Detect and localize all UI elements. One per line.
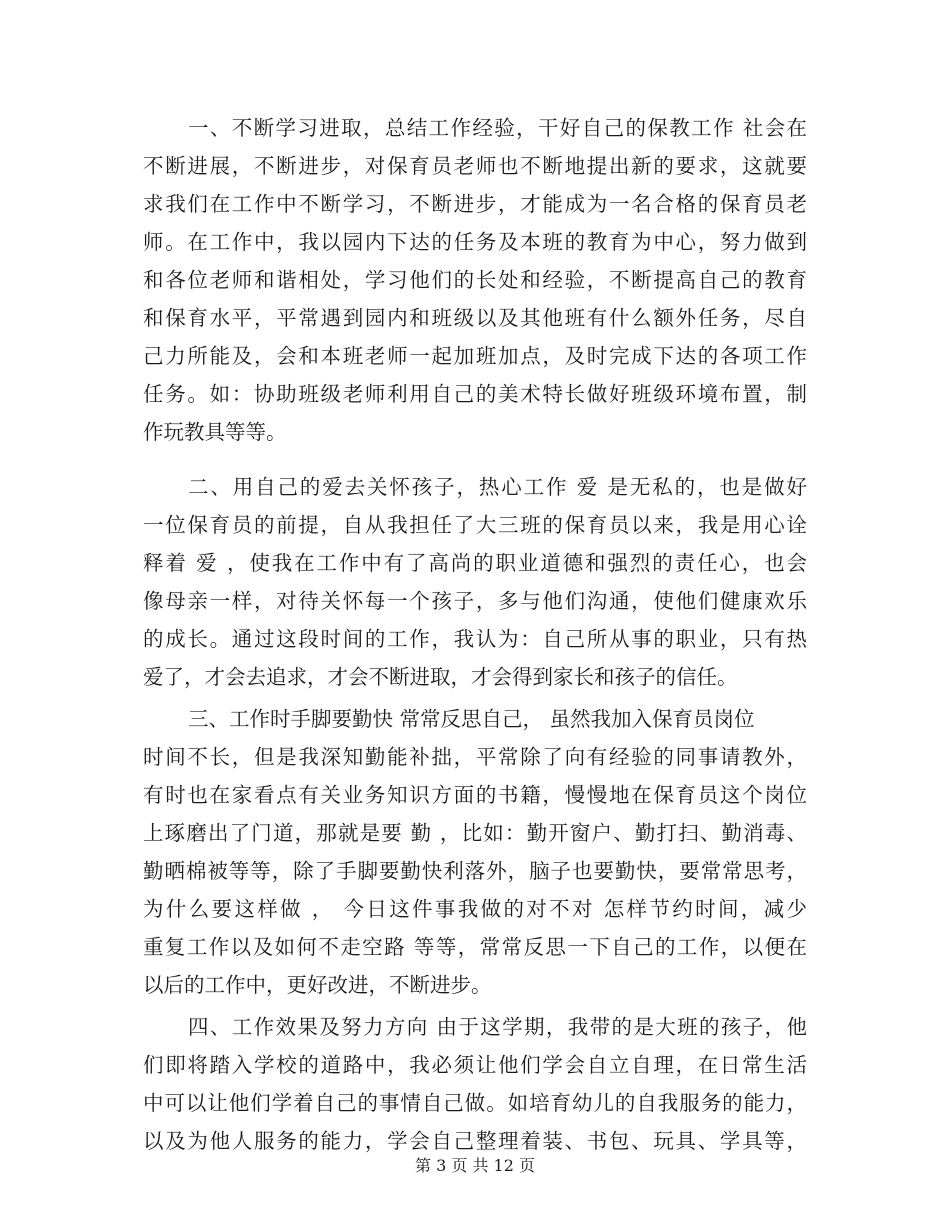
paragraph-3-line-4: 上琢磨出了门道，那就是要 勤 ，比如：勤开窗户、勤打扫、勤消毒、 xyxy=(143,821,807,845)
paragraph-2-line-6: 爱了，才会去追求，才会不断进取，才会得到家长和孩子的信任。 xyxy=(143,665,738,689)
paragraph-1-line-8: 任务。如：协助班级老师利用自己的美术特长做好班级环境布置，制 xyxy=(143,382,807,406)
paragraph-3-line-1: 三、工作时手脚要勤快 常常反思自己， 虽然我加入保育员岗位 xyxy=(188,707,755,731)
page-number-footer: 第 3 页 共 12 页 xyxy=(415,1156,535,1175)
paragraph-1-line-3: 求我们在工作中不断学习，不断进步，才能成为一名合格的保育员老 xyxy=(143,192,807,216)
paragraph-3-line-2: 时间不长，但是我深知勤能补拙，平常除了向有经验的同事请教外， xyxy=(143,745,807,769)
paragraph-4-line-2: 们即将踏入学校的道路中，我必须让他们学会自立自理，在日常生活 xyxy=(143,1053,807,1077)
paragraph-3-line-8: 以后的工作中，更好改进，不断进步。 xyxy=(143,973,492,997)
paragraph-4-line-4: 以及为他人服务的能力，学会自己整理着装、书包、玩具、学具等， xyxy=(143,1129,807,1153)
paragraph-2-line-3: 释着 爱 ，使我在工作中有了高尚的职业道德和强烈的责任心，也会 xyxy=(143,551,807,575)
paragraph-2-line-2: 一位保育员的前提，自从我担任了大三班的保育员以来，我是用心诠 xyxy=(143,513,807,537)
paragraph-1-line-4: 师。在工作中，我以园内下达的任务及本班的教育为中心，努力做到 xyxy=(143,230,807,254)
paragraph-1-line-7: 己力所能及，会和本班老师一起加班加点，及时完成下达的各项工作 xyxy=(143,344,807,368)
paragraph-2-line-4: 像母亲一样，对待关怀每一个孩子，多与他们沟通，使他们健康欢乐 xyxy=(143,589,807,613)
paragraph-2-line-5: 的成长。通过这段时间的工作，我认为：自己所从事的职业，只有热 xyxy=(143,627,807,651)
paragraph-2-line-1: 二、用自己的爱去关怀孩子，热心工作 爱 是无私的，也是做好 xyxy=(188,475,807,499)
paragraph-3-line-7: 重复工作以及如何不走空路 等等，常常反思一下自己的工作，以便在 xyxy=(143,935,807,959)
paragraph-1-line-9: 作玩教具等等。 xyxy=(143,420,287,444)
paragraph-4-line-1: 四、工作效果及努力方向 由于这学期，我带的是大班的孩子，他 xyxy=(188,1015,807,1039)
paragraph-3-line-6: 为什么要这样做 ， 今日这件事我做的对不对 怎样节约时间，减少 xyxy=(143,897,807,921)
paragraph-3-line-5: 勤晒棉被等等，除了手脚要勤快利落外，脑子也要勤快，要常常思考， xyxy=(143,859,807,883)
paragraph-4-line-3: 中可以让他们学着自己的事情自己做。如培育幼儿的自我服务的能力， xyxy=(143,1091,807,1115)
paragraph-1-line-6: 和保育水平，平常遇到园内和班级以及其他班有什么额外任务，尽自 xyxy=(143,306,807,330)
paragraph-1-line-1: 一、不断学习进取，总结工作经验，干好自己的保教工作 社会在 xyxy=(188,116,807,140)
paragraph-1-line-2: 不断进展，不断进步，对保育员老师也不断地提出新的要求，这就要 xyxy=(143,154,807,178)
paragraph-3-line-3: 有时也在家看点有关业务知识方面的书籍，慢慢地在保育员这个岗位 xyxy=(143,783,807,807)
paragraph-1-line-5: 和各位老师和谐相处，学习他们的长处和经验，不断提高自己的教育 xyxy=(143,268,807,292)
